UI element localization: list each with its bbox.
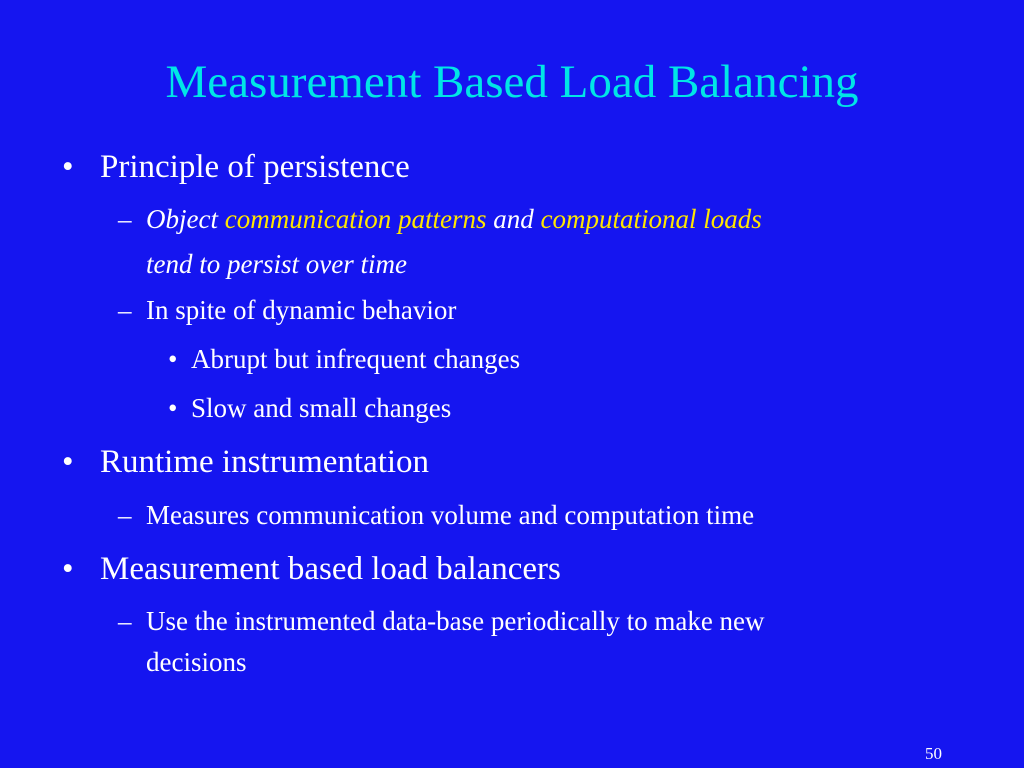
sub-item-text: Object [146,204,225,234]
bullet-marker: • [168,344,178,374]
bullet-text: Runtime instrumentation [100,444,430,480]
sub-item [118,499,754,532]
page-number: 50 [925,744,942,763]
sub-item [118,294,456,327]
bullet-marker: • [62,444,74,480]
bullet-item [62,444,429,480]
bullet-marker: • [62,149,74,185]
slide-title: Measurement Based Load Balancing [165,56,859,108]
bullet-text: Measurement based load balancers [100,551,561,587]
sub-item-text: In spite of dynamic behavior [146,295,457,325]
bullet-text: Principle of persistence [100,149,410,185]
sub-sub-item [168,343,520,376]
sub-sub-item-text: Abrupt but infrequent changes [191,344,521,374]
sub-item-line [146,203,762,236]
bullet-item [62,149,410,185]
dash-marker: – [118,606,132,636]
bullet-marker: • [168,393,178,423]
bullet-marker: • [62,551,74,587]
sub-item [118,605,765,679]
sub-sub-item-text: Slow and small changes [191,393,452,423]
dash-marker: – [118,500,132,530]
sub-item-text: and [486,204,541,234]
dash-marker: – [118,204,132,234]
sub-item-text: Measures communication volume and computation time [146,500,755,530]
sub-sub-item [168,392,451,425]
bullet-item [62,551,561,587]
sub-item-line: decisions [146,647,247,677]
dash-marker: – [118,295,132,325]
highlight-text: communication patterns [224,204,487,234]
highlight-text: computational loads [540,204,762,234]
sub-item [118,203,762,281]
sub-item-line: tend to persist over time [146,249,407,279]
sub-item-line: Use the instrumented data-base periodically to make new [146,606,765,636]
